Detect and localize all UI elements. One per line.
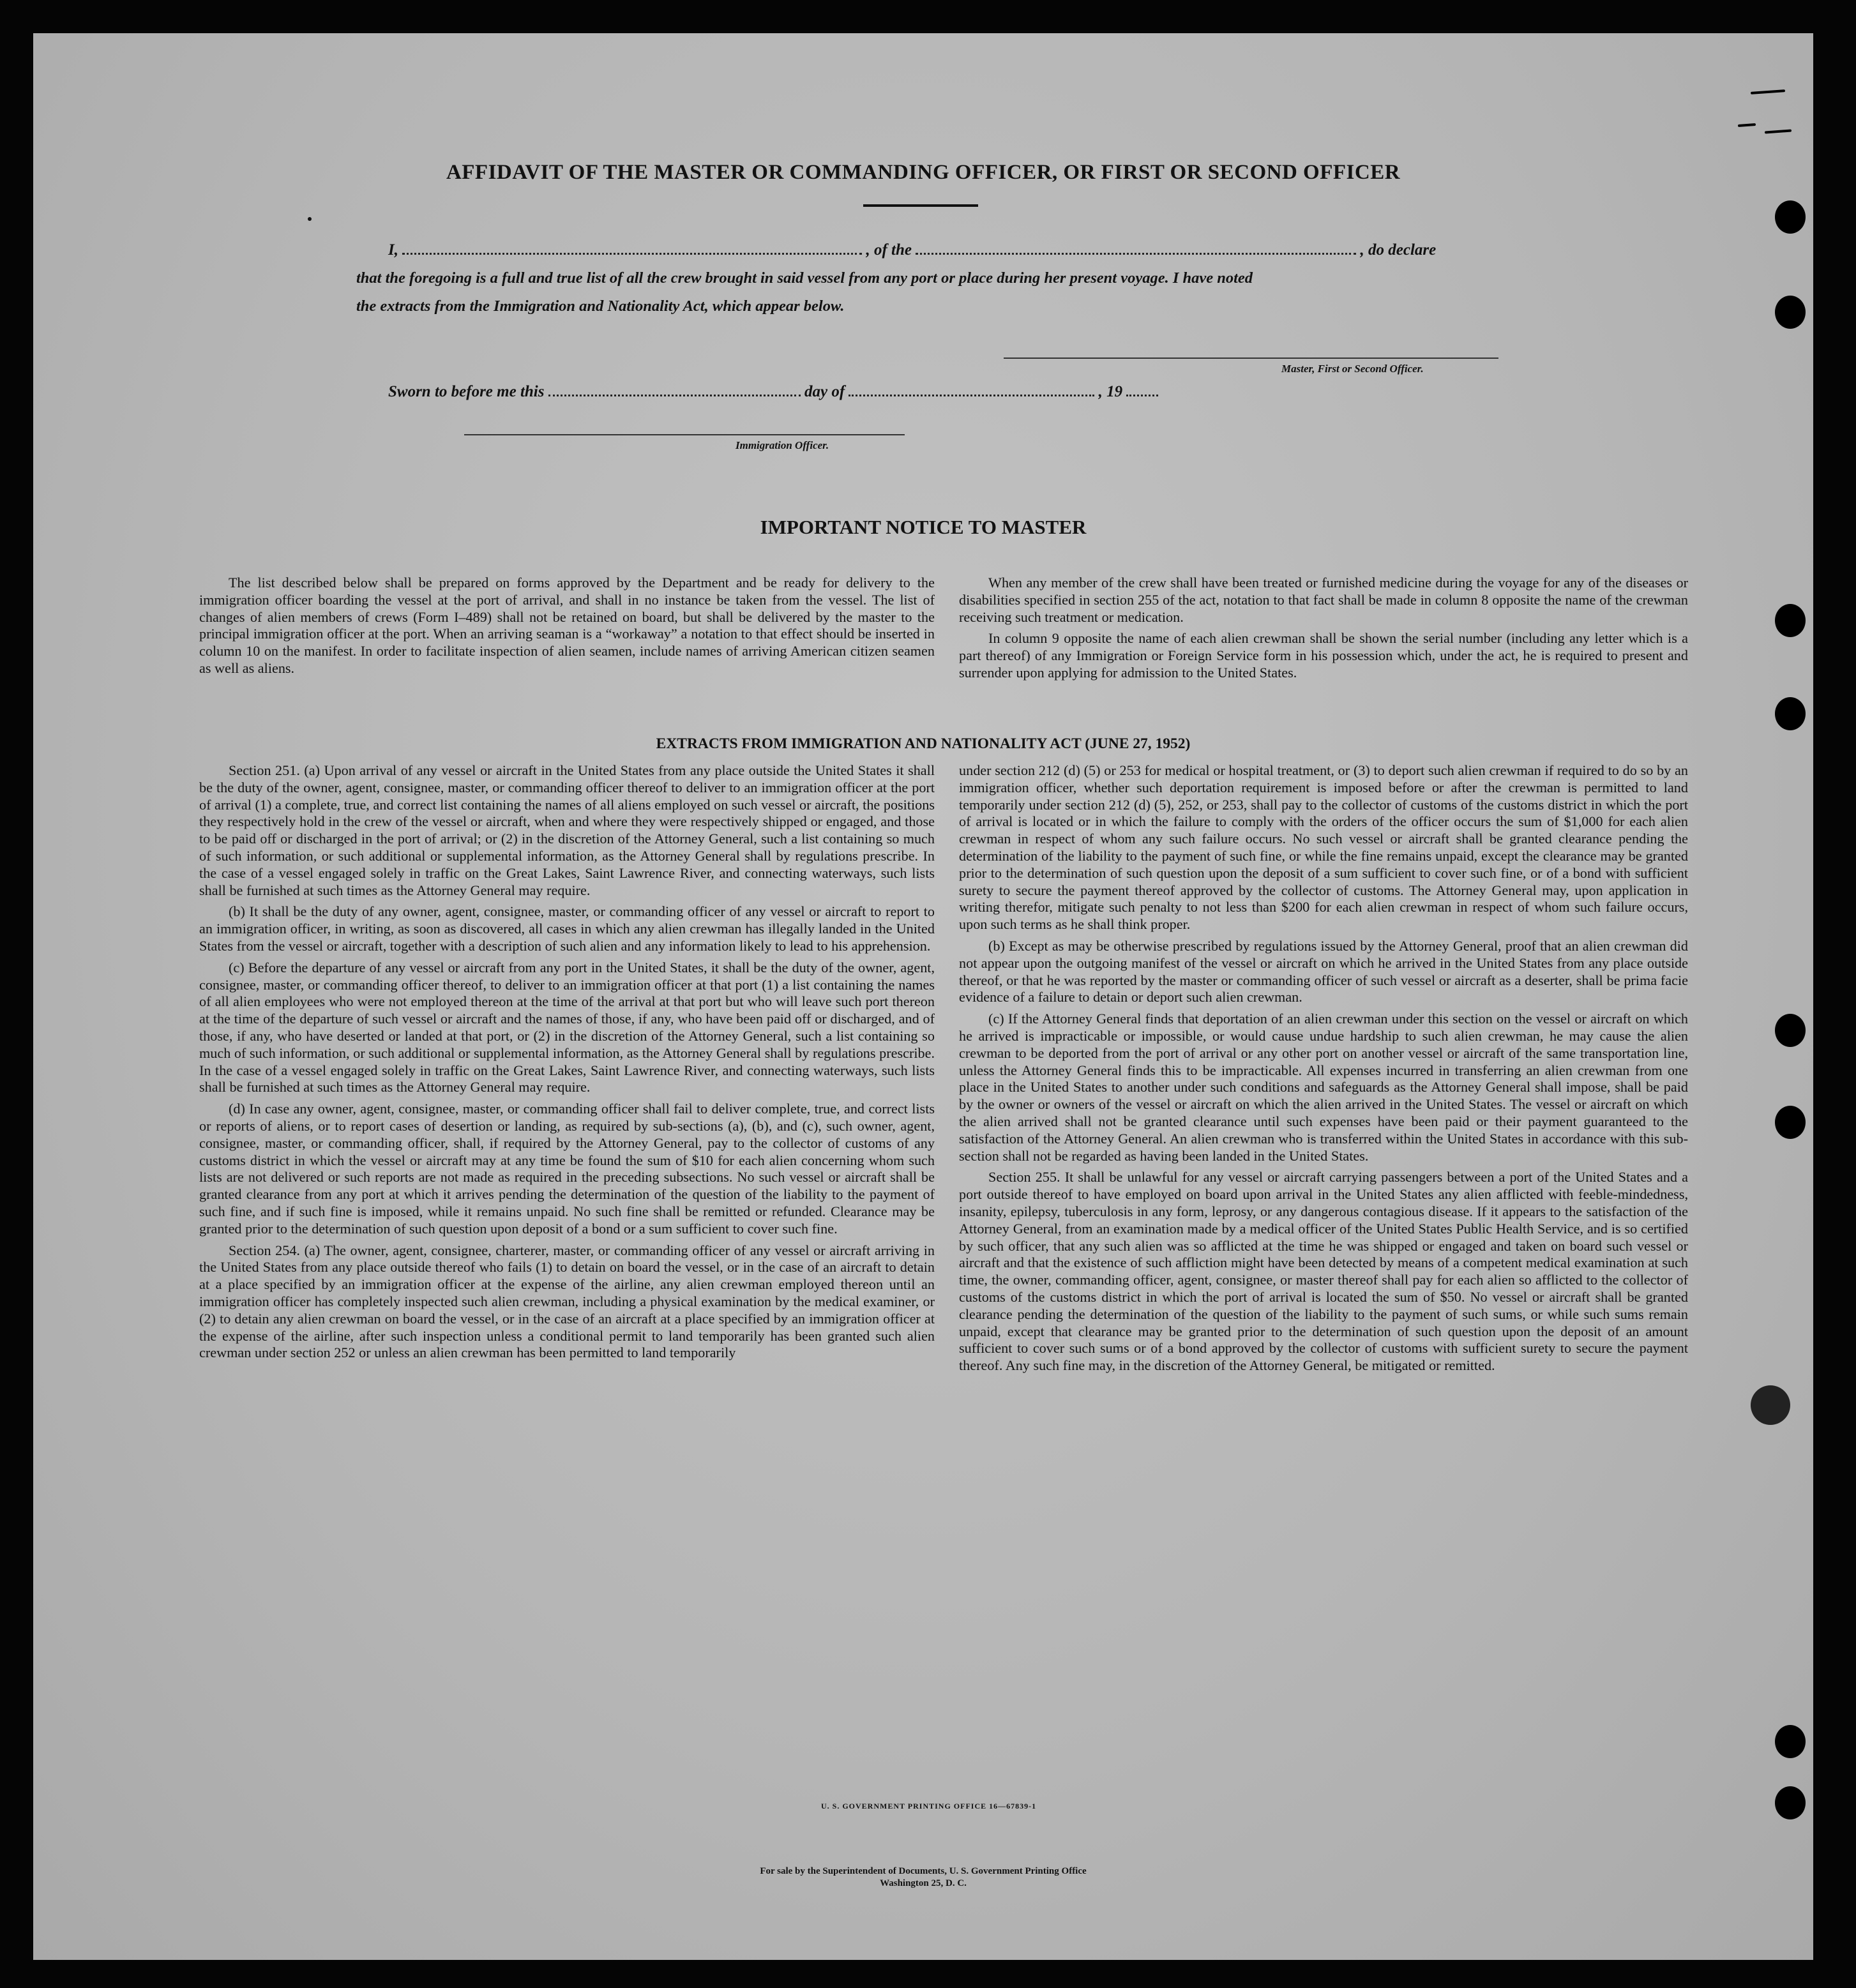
punch-hole bbox=[1775, 697, 1806, 730]
statement-line-2: the extracts from the Immigration and Nationality Act, which appear below. bbox=[356, 297, 845, 315]
notice-left-paragraph: The list described below shall be prepared on forms approved by the Department and be ready for delivery to the immigration officer boarding the vessel at the port of arrival, and shall in no instance be taken from the vessel. The list of changes of alien members of crews (Form I–489) shall not be retained on board, but shall be delivered by the master to the principal immigration officer at the port. When an arriving seaman is a “workaway” a notation to that effect should be inserted in column 10 on the manifest. In order to facilitate inspection of alien seamen, include names of arriving American citizen seamen as well as aliens. bbox=[199, 575, 935, 676]
pen-mark bbox=[1751, 89, 1785, 94]
section-254-b: (b) Except as may be otherwise prescribed by regulations issued by the Attorney General, proof that an alien crewman did not appear upon the outgoing manifest of the vessel or aircraft on which he arrived in the United States from any place outside thereof, or that he was reported by the master or commanding officer of such vessel or aircraft as a deserter, shall be prima facie evidence of a failure to detain or deport such alien crewman. bbox=[959, 937, 1688, 1005]
punch-hole bbox=[1775, 1014, 1806, 1047]
section-255: Section 255. It shall be unlawful for any vessel or aircraft carrying passengers between a port of the United States and a port outside thereof to have employed on board upon arrival in the United States any alien afflicted with feeble-mindedness, insanity, epilepsy, tuberculosis in any form, leprosy, or any dangerous contagious disease. If it appears to the satisfaction of the Attorney General, from an examination made by a medical officer of the United States Public Health Service, and is so certified by such officer, that any such alien was so afflicted at the time he was shipped or engaged and taken on board such vessel or aircraft and that the existence of such affliction might have been detected by means of a competent medical examination at such time, the owner, commanding officer, agent, consignee, or master thereof shall pay for each alien so afflicted to the collector of customs of the customs district in which the port of arrival is located the sum of $50. No vessel or aircraft shall be granted clearance pending the determination of the question of the liability to the payment of such sums, or while such sums remain unpaid, except that clearance may be granted prior to the determination of such question upon the deposit of an amount sufficient to cover such sums or of a bond approved by the collector of customs with sufficient surety to secure the payment thereof. Any such fine may, in the discretion of the Attorney General, be mitigated or remitted. bbox=[959, 1169, 1688, 1374]
notice-right-paragraph-2: In column 9 opposite the name of each alien crewman shall be shown the serial number (including any letter which is a part thereof) of any Immigration or Foreign Service form in his possession which, under the act, he is required to present and surrender upon applying for admission to the United States. bbox=[959, 630, 1688, 681]
vessel-field[interactable] bbox=[916, 241, 1356, 255]
ink-dot bbox=[308, 217, 312, 221]
gpo-line: U. S. GOVERNMENT PRINTING OFFICE 16—67839-1 bbox=[821, 1802, 1037, 1811]
extracts-left-column bbox=[199, 762, 935, 1366]
sale-line-2: Washington 25, D. C. bbox=[880, 1878, 967, 1888]
sale-notice bbox=[33, 1865, 1813, 1890]
sworn-year-field[interactable] bbox=[1126, 383, 1158, 396]
master-signature-line[interactable] bbox=[1004, 358, 1498, 359]
punch-hole bbox=[1775, 604, 1806, 637]
pen-mark bbox=[1765, 130, 1792, 134]
i-label: I, bbox=[388, 241, 398, 259]
officer-signature-label: Immigration Officer. bbox=[736, 439, 829, 451]
sworn-day-field[interactable] bbox=[548, 383, 801, 396]
statement-line-1: that the foregoing is a full and true list of all the crew brought in said vessel from any port or place during her present voyage. I have noted bbox=[356, 269, 1253, 287]
section-251-d: (d) In case any owner, agent, consignee, master, or commanding officer shall fail to deliver complete, true, and correct lists or reports of aliens, or to report cases of desertion or landing, as required by sub-sections (a), (b), and (c), such owner, agent, consignee, master, or commanding officer, shall, if required by the Attorney General, pay to the collector of customs of any customs district in which the vessel or aircraft may at any time be found the sum of $10 for each alien concerning whom such lists are not delivered or such reports are not made as required in the preceding subsections. No such vessel or aircraft shall be granted clearance from any port at which it arrives pending the determination of the question of the liability to the payment of such fine, and if such fine is imposed, while it remains unpaid. No such fine shall be remitted or refunded. Clearance may be granted prior to the determination of such question upon deposit of a bond or a sum sufficient to cover such fine. bbox=[199, 1101, 935, 1237]
sworn-month-field[interactable] bbox=[849, 383, 1094, 396]
section-254-a: Section 254. (a) The owner, agent, consignee, charterer, master, or commanding officer of any vessel or aircraft arriving in the United States from any place outside thereof who fails (1) to detain on board the vessel, or in the case of an aircraft to detain at a place specified by an immigration officer at the expense of the airline, any alien crewman employed thereon until an immigration officer has completely inspected such alien crewman, including a physical examination by the medical examiner, or (2) to detain any alien crewman on board the vessel, or in the case of an aircraft at a place specified by an immigration officer at the expense of the airline, after such inspection unless a conditional permit to land temporarily has been granted such alien crewman under section 252 or unless an alien crewman has been permitted to land temporarily bbox=[199, 1242, 935, 1361]
section-254-c: (c) If the Attorney General finds that deportation of an alien crewman under this section on the vessel or aircraft on which he arrived is impracticable or impossible, or would cause undue hardship to such alien crewman, he may cause the alien crewman to be deported from the port of arrival or any other port on another vessel or aircraft of the same transportation line, unless the Attorney General finds this to be impracticable. All expenses incurred in transferring an alien crewman from one place in the United States to another under such conditions and safeguards as the Attorney General shall impose, shall be paid by the owner or owners of the vessel or aircraft on which the alien arrived in the United States. The vessel or aircraft on which the alien arrived shall not be granted clearance until such expenses have been paid or their payment guaranteed to the satisfaction of the Attorney General. An alien crewman who is transferred within the United States in accordance with this sub-section shall not be regarded as having been landed in the United States. bbox=[959, 1011, 1688, 1164]
day-of-label: day of bbox=[804, 383, 845, 400]
do-declare-label: , do declare bbox=[1360, 241, 1437, 259]
title-rule bbox=[863, 204, 978, 207]
section-251-b: (b) It shall be the duty of any owner, agent, consignee, master, or commanding officer of any vessel or aircraft to report to an immigration officer, in writing, as soon as discovered, all cases in which any alien crewman has illegally landed in the United States from the vessel or aircraft, together with a description of such alien and any information likely to lead to his apprehension. bbox=[199, 903, 935, 954]
punch-hole bbox=[1775, 296, 1806, 329]
notice-right-paragraph-1: When any member of the crew shall have been treated or furnished medicine during the voyage for any of the diseases or disabilities specified in section 255 of the act, notation to that fact shall be made in column 8 opposite the name of the crewman receiving such treatment or medication. bbox=[959, 575, 1688, 625]
section-254-a-continued: under section 212 (d) (5) or 253 for medical or hospital treatment, or (3) to deport such alien crewman if required to do so by an immigration officer, whether such deportation requirement is imposed before or after the crewman is permitted to land temporarily under section 212 (d) (5), 252, or 253, shall pay to the collector of customs of the customs district in which the port of arrival is located or in which the failure to comply with the orders of the officer occurs the sum of $1,000 for each alien crewman in respect of whom any such failure occurs. No such vessel or aircraft shall be granted clearance pending the determination of the liability to the payment of such fine, or while the fine remains unpaid, except the clearance may be granted prior to the determination of such question upon the deposit of a sum sufficient to cover such fine, or of a bond with sufficient surety to secure the payment thereof approved by the collector of customs. The Attorney General may, upon application in writing therefor, mitigate such penalty to not less than $200 for each alien crewman in respect of whom such failure occurs, upon such terms as he shall think proper. bbox=[959, 762, 1688, 933]
sale-line-1: For sale by the Superintendent of Documents, U. S. Government Printing Office bbox=[760, 1866, 1087, 1876]
punch-hole bbox=[1775, 1106, 1806, 1139]
punch-hole bbox=[1775, 1725, 1806, 1758]
notice-left-column bbox=[199, 575, 935, 682]
officer-signature-line[interactable] bbox=[464, 434, 905, 435]
extracts-title: EXTRACTS FROM IMMIGRATION AND NATIONALITY ACT (JUNE 27, 1952) bbox=[656, 735, 1191, 752]
sworn-line bbox=[388, 383, 1158, 401]
year-label: , 19 bbox=[1098, 383, 1123, 400]
extracts-right-column bbox=[959, 762, 1688, 1379]
sworn-label: Sworn to before me this bbox=[388, 383, 545, 400]
of-the-label: , of the bbox=[866, 241, 912, 259]
notice-title: IMPORTANT NOTICE TO MASTER bbox=[760, 516, 1087, 538]
punch-hole bbox=[1775, 200, 1806, 234]
affidavit-title: AFFIDAVIT OF THE MASTER OR COMMANDING OFFICER, OR FIRST OR SECOND OFFICER bbox=[446, 161, 1401, 184]
notice-right-column bbox=[959, 575, 1688, 686]
name-field[interactable] bbox=[402, 241, 862, 255]
declaration-line bbox=[388, 241, 1436, 259]
document-sheet bbox=[33, 33, 1813, 1960]
section-251-a: Section 251. (a) Upon arrival of any vessel or aircraft in the United States from any place outside the United States it shall be the duty of the owner, agent, consignee, master, or commanding officer thereof to deliver to an immigration officer at the port of arrival (1) a complete, true, and correct list containing the names of all aliens employed on such vessel or aircraft, the positions they respectively hold in the crew of the vessel or aircraft, when and where they were respectively shipped or engaged, and those to be paid off or discharged in the port of arrival; or (2) in the discretion of the Attorney General, such a list containing so much of such information, or such additional or supplemental information, as the Attorney General shall by regulations prescribe. In the case of a vessel engaged solely in traffic on the Great Lakes, Saint Lawrence River, and connecting waterways, such lists shall be furnished at such times as the Attorney General may require. bbox=[199, 762, 935, 898]
master-signature-label: Master, First or Second Officer. bbox=[1281, 363, 1424, 375]
section-251-c: (c) Before the departure of any vessel or aircraft from any port in the United States, it shall be the duty of the owner, agent, consignee, master, or commanding officer thereof, to deliver to an immigration officer at that port (1) a list containing the names of all alien employees who were not employed thereon at the time of the arrival at that port but who will leave such port thereon at the time of the departure of such vessel or aircraft and the names of those, if any, who have been paid off or discharged, and of those, if any, who have deserted or landed at that port, or (2) in the discretion of the Attorney General, such a list containing so much of such information, or such additional or supplemental information, as the Attorney General shall by regulations prescribe. In the case of a vessel engaged solely in traffic on the Great Lakes, Saint Lawrence River, and connecting waterways, such lists shall be furnished at such times as the Attorney General may require. bbox=[199, 959, 935, 1096]
pen-mark bbox=[1738, 123, 1756, 127]
punch-hole bbox=[1751, 1385, 1790, 1425]
punch-hole bbox=[1775, 1786, 1806, 1819]
